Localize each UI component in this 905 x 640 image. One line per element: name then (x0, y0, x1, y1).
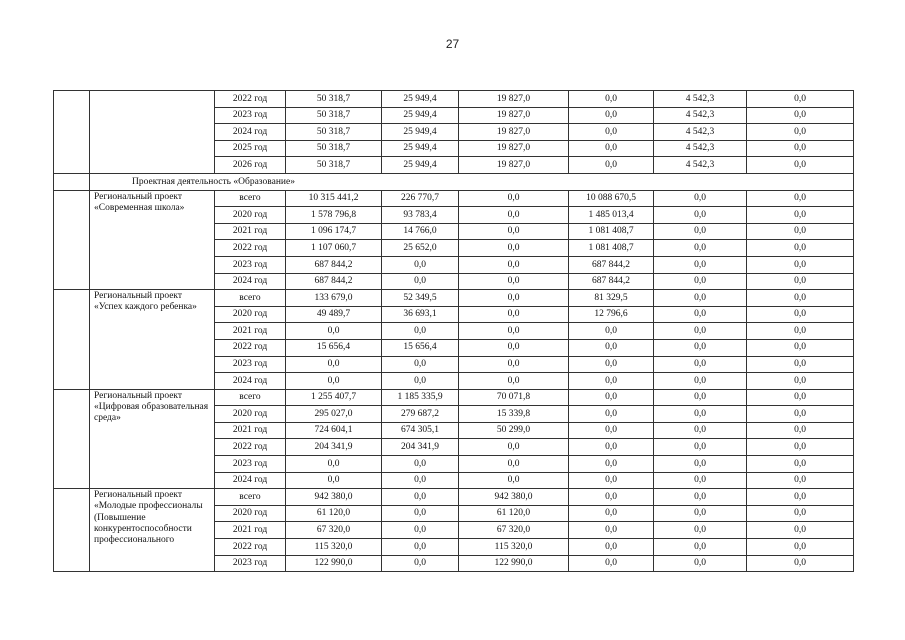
value-cell: 1 081 408,7 (569, 240, 654, 257)
value-cell: 0,0 (459, 306, 569, 323)
value-cell: 0,0 (654, 223, 747, 240)
value-cell: 4 542,3 (654, 140, 747, 157)
value-cell: 0,0 (747, 240, 854, 257)
value-cell: 4 542,3 (654, 91, 747, 108)
period-cell: 2020 год (215, 505, 286, 522)
value-cell: 10 315 441,2 (286, 190, 382, 207)
period-cell: всего (215, 190, 286, 207)
period-cell: 2024 год (215, 472, 286, 489)
value-cell: 0,0 (382, 472, 459, 489)
value-cell: 81 329,5 (569, 290, 654, 307)
period-cell: 2026 год (215, 157, 286, 174)
value-cell: 0,0 (747, 91, 854, 108)
value-cell: 0,0 (747, 422, 854, 439)
value-cell: 19 827,0 (459, 107, 569, 124)
value-cell: 19 827,0 (459, 157, 569, 174)
value-cell: 0,0 (747, 157, 854, 174)
value-cell: 0,0 (654, 339, 747, 356)
value-cell: 0,0 (569, 456, 654, 473)
value-cell: 0,0 (747, 389, 854, 406)
value-cell: 226 770,7 (382, 190, 459, 207)
value-cell: 0,0 (747, 190, 854, 207)
value-cell: 674 305,1 (382, 422, 459, 439)
value-cell: 0,0 (286, 373, 382, 390)
value-cell: 0,0 (569, 406, 654, 423)
value-cell: 0,0 (569, 323, 654, 340)
value-cell: 0,0 (459, 190, 569, 207)
value-cell: 0,0 (654, 290, 747, 307)
value-cell: 0,0 (747, 456, 854, 473)
budget-table (53, 90, 854, 572)
number-cell (54, 91, 90, 174)
value-cell: 0,0 (569, 505, 654, 522)
period-cell: 2022 год (215, 91, 286, 108)
value-cell: 0,0 (459, 273, 569, 290)
value-cell: 0,0 (286, 356, 382, 373)
value-cell: 0,0 (382, 273, 459, 290)
value-cell: 0,0 (569, 389, 654, 406)
period-cell: 2021 год (215, 522, 286, 539)
period-cell: 2023 год (215, 256, 286, 273)
number-cell (54, 290, 90, 390)
value-cell: 0,0 (569, 373, 654, 390)
value-cell: 1 185 335,9 (382, 389, 459, 406)
value-cell: 25 949,4 (382, 140, 459, 157)
value-cell: 0,0 (654, 306, 747, 323)
value-cell: 52 349,5 (382, 290, 459, 307)
value-cell: 204 341,9 (286, 439, 382, 456)
value-cell: 0,0 (286, 472, 382, 489)
table-row (54, 389, 854, 406)
project-name-cell: Региональный проект «Молодые профессионалы (Повышение конкурентоспособности профессионального (90, 489, 215, 572)
value-cell: 0,0 (382, 456, 459, 473)
value-cell: 1 081 408,7 (569, 223, 654, 240)
value-cell: 1 485 013,4 (569, 207, 654, 224)
value-cell: 0,0 (382, 522, 459, 539)
value-cell: 0,0 (459, 373, 569, 390)
value-cell: 0,0 (747, 373, 854, 390)
period-cell: 2023 год (215, 555, 286, 572)
value-cell: 687 844,2 (569, 256, 654, 273)
number-cell (54, 173, 90, 190)
value-cell: 15 656,4 (382, 339, 459, 356)
section-label: Проектная деятельность «Образование» (90, 173, 854, 190)
value-cell: 50 318,7 (286, 140, 382, 157)
value-cell: 687 844,2 (286, 273, 382, 290)
value-cell: 25 949,4 (382, 107, 459, 124)
value-cell: 0,0 (654, 190, 747, 207)
value-cell: 0,0 (747, 207, 854, 224)
section-row (54, 173, 854, 190)
period-cell: 2022 год (215, 339, 286, 356)
period-cell: 2020 год (215, 306, 286, 323)
period-cell: 2021 год (215, 323, 286, 340)
value-cell: 0,0 (654, 207, 747, 224)
value-cell: 0,0 (569, 157, 654, 174)
value-cell: 19 827,0 (459, 124, 569, 141)
value-cell: 0,0 (654, 373, 747, 390)
value-cell: 0,0 (654, 555, 747, 572)
value-cell: 0,0 (747, 356, 854, 373)
value-cell: 0,0 (569, 124, 654, 141)
value-cell: 0,0 (747, 555, 854, 572)
value-cell: 0,0 (569, 555, 654, 572)
period-cell: 2024 год (215, 273, 286, 290)
period-cell: 2020 год (215, 406, 286, 423)
value-cell: 0,0 (459, 207, 569, 224)
value-cell: 0,0 (747, 539, 854, 556)
value-cell: 0,0 (382, 505, 459, 522)
value-cell: 942 380,0 (286, 489, 382, 506)
value-cell: 0,0 (747, 522, 854, 539)
value-cell: 0,0 (747, 339, 854, 356)
value-cell: 4 542,3 (654, 124, 747, 141)
value-cell: 0,0 (569, 472, 654, 489)
value-cell: 0,0 (654, 356, 747, 373)
project-name-cell: Региональный проект «Современная школа» (90, 190, 215, 290)
value-cell: 0,0 (654, 240, 747, 257)
value-cell: 942 380,0 (459, 489, 569, 506)
value-cell: 0,0 (747, 140, 854, 157)
value-cell: 0,0 (569, 489, 654, 506)
value-cell: 0,0 (569, 107, 654, 124)
project-name-cell (90, 91, 215, 174)
value-cell: 25 949,4 (382, 157, 459, 174)
value-cell: 1 107 060,7 (286, 240, 382, 257)
value-cell: 25 652,0 (382, 240, 459, 257)
value-cell: 49 489,7 (286, 306, 382, 323)
value-cell: 15 656,4 (286, 339, 382, 356)
project-name-cell: Региональный проект «Успех каждого ребенка» (90, 290, 215, 390)
period-cell: 2025 год (215, 140, 286, 157)
table-row (54, 91, 854, 108)
value-cell: 0,0 (569, 439, 654, 456)
page-number: 27 (445, 37, 460, 51)
value-cell: 0,0 (459, 472, 569, 489)
period-cell: 2023 год (215, 356, 286, 373)
value-cell: 122 990,0 (286, 555, 382, 572)
period-cell: 2023 год (215, 456, 286, 473)
value-cell: 19 827,0 (459, 91, 569, 108)
value-cell: 0,0 (747, 273, 854, 290)
period-cell: 2024 год (215, 373, 286, 390)
value-cell: 0,0 (654, 472, 747, 489)
value-cell: 0,0 (654, 422, 747, 439)
period-cell: 2022 год (215, 539, 286, 556)
value-cell: 0,0 (569, 91, 654, 108)
value-cell: 0,0 (569, 522, 654, 539)
number-cell (54, 389, 90, 489)
value-cell: 0,0 (459, 223, 569, 240)
value-cell: 36 693,1 (382, 306, 459, 323)
value-cell: 50 318,7 (286, 107, 382, 124)
value-cell: 15 339,8 (459, 406, 569, 423)
value-cell: 4 542,3 (654, 107, 747, 124)
value-cell: 0,0 (654, 256, 747, 273)
value-cell: 122 990,0 (459, 555, 569, 572)
period-cell: всего (215, 389, 286, 406)
period-cell: 2020 год (215, 207, 286, 224)
table-row (54, 489, 854, 506)
period-cell: 2022 год (215, 240, 286, 257)
value-cell: 0,0 (747, 323, 854, 340)
value-cell: 0,0 (569, 339, 654, 356)
value-cell: 0,0 (382, 555, 459, 572)
value-cell: 61 120,0 (459, 505, 569, 522)
value-cell: 50 299,0 (459, 422, 569, 439)
period-cell: 2024 год (215, 124, 286, 141)
value-cell: 0,0 (459, 323, 569, 340)
value-cell: 115 320,0 (459, 539, 569, 556)
value-cell: 1 096 174,7 (286, 223, 382, 240)
value-cell: 67 320,0 (459, 522, 569, 539)
period-cell: всего (215, 290, 286, 307)
value-cell: 0,0 (747, 439, 854, 456)
value-cell: 0,0 (382, 323, 459, 340)
period-cell: 2022 год (215, 439, 286, 456)
value-cell: 279 687,2 (382, 406, 459, 423)
value-cell: 0,0 (459, 290, 569, 307)
value-cell: 0,0 (654, 505, 747, 522)
value-cell: 14 766,0 (382, 223, 459, 240)
value-cell: 10 088 670,5 (569, 190, 654, 207)
value-cell: 0,0 (459, 240, 569, 257)
period-cell: 2021 год (215, 422, 286, 439)
value-cell: 0,0 (747, 290, 854, 307)
value-cell: 0,0 (654, 489, 747, 506)
value-cell: 0,0 (459, 439, 569, 456)
value-cell: 0,0 (459, 339, 569, 356)
value-cell: 204 341,9 (382, 439, 459, 456)
value-cell: 0,0 (459, 356, 569, 373)
value-cell: 61 120,0 (286, 505, 382, 522)
value-cell: 295 027,0 (286, 406, 382, 423)
value-cell: 50 318,7 (286, 157, 382, 174)
value-cell: 0,0 (382, 256, 459, 273)
value-cell: 0,0 (382, 539, 459, 556)
value-cell: 0,0 (569, 140, 654, 157)
value-cell: 724 604,1 (286, 422, 382, 439)
value-cell: 50 318,7 (286, 91, 382, 108)
value-cell: 0,0 (286, 456, 382, 473)
value-cell: 115 320,0 (286, 539, 382, 556)
value-cell: 0,0 (569, 356, 654, 373)
value-cell: 687 844,2 (286, 256, 382, 273)
value-cell: 50 318,7 (286, 124, 382, 141)
value-cell: 0,0 (382, 489, 459, 506)
value-cell: 133 679,0 (286, 290, 382, 307)
value-cell: 0,0 (569, 422, 654, 439)
value-cell: 70 071,8 (459, 389, 569, 406)
value-cell: 0,0 (654, 389, 747, 406)
period-cell: всего (215, 489, 286, 506)
value-cell: 19 827,0 (459, 140, 569, 157)
value-cell: 0,0 (459, 256, 569, 273)
value-cell: 1 255 407,7 (286, 389, 382, 406)
value-cell: 0,0 (747, 505, 854, 522)
value-cell: 0,0 (747, 406, 854, 423)
table-row (54, 190, 854, 207)
value-cell: 0,0 (747, 223, 854, 240)
value-cell: 25 949,4 (382, 124, 459, 141)
value-cell: 0,0 (286, 323, 382, 340)
value-cell: 0,0 (654, 406, 747, 423)
value-cell: 0,0 (654, 273, 747, 290)
value-cell: 0,0 (654, 522, 747, 539)
period-cell: 2021 год (215, 223, 286, 240)
value-cell: 0,0 (747, 489, 854, 506)
value-cell: 0,0 (459, 456, 569, 473)
value-cell: 0,0 (747, 124, 854, 141)
number-cell (54, 489, 90, 572)
value-cell: 25 949,4 (382, 91, 459, 108)
value-cell: 93 783,4 (382, 207, 459, 224)
value-cell: 0,0 (569, 539, 654, 556)
value-cell: 0,0 (382, 356, 459, 373)
value-cell: 0,0 (654, 539, 747, 556)
value-cell: 1 578 796,8 (286, 207, 382, 224)
project-name-cell: Региональный проект «Цифровая образовательная среда» (90, 389, 215, 489)
value-cell: 0,0 (654, 439, 747, 456)
value-cell: 687 844,2 (569, 273, 654, 290)
value-cell: 67 320,0 (286, 522, 382, 539)
value-cell: 0,0 (747, 107, 854, 124)
value-cell: 0,0 (382, 373, 459, 390)
table-row (54, 290, 854, 307)
value-cell: 0,0 (654, 456, 747, 473)
value-cell: 0,0 (747, 256, 854, 273)
period-cell: 2023 год (215, 107, 286, 124)
number-cell (54, 190, 90, 290)
value-cell: 0,0 (654, 323, 747, 340)
value-cell: 0,0 (747, 306, 854, 323)
value-cell: 0,0 (747, 472, 854, 489)
value-cell: 12 796,6 (569, 306, 654, 323)
value-cell: 4 542,3 (654, 157, 747, 174)
